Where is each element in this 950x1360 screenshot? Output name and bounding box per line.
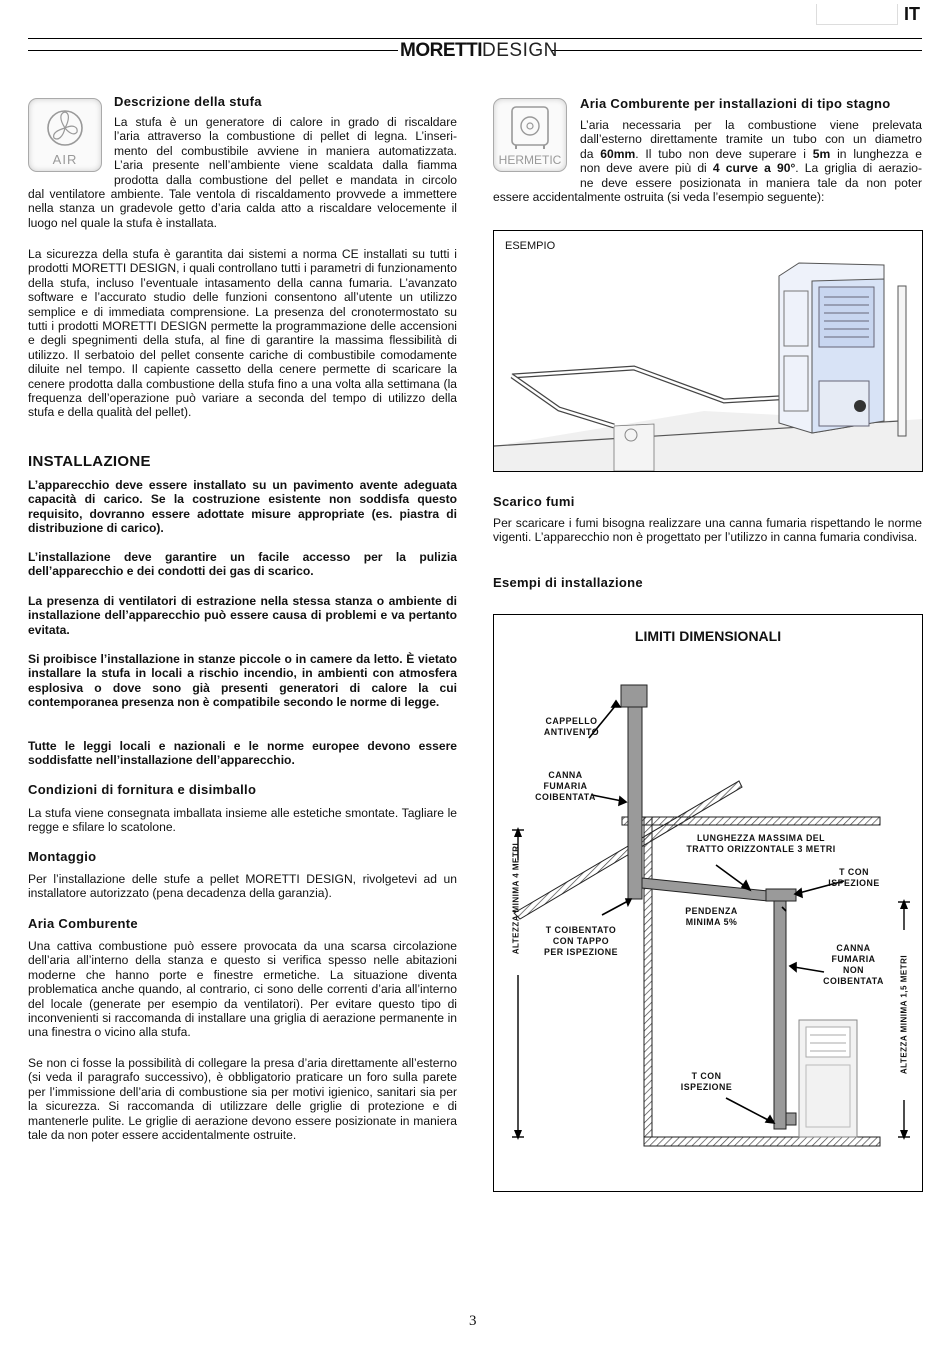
desc-line: La stufa è un generatore di calore in grado di riscaldare — [114, 115, 457, 129]
air-icon — [28, 98, 102, 172]
flue-text: Per scaricare i fumi bisogna realizzare una canna fumaria rispettando le norme vigenti. L’apparecchio non è progettato per l’utilizzo in canna fumaria condivisa. — [493, 516, 922, 545]
sealed-line-last: essere accidentalmente ostruita (si veda l’esempio seguente): — [493, 190, 825, 204]
example-figure — [493, 230, 923, 472]
label-cappello: CAPPELLO ANTIVENTO — [543, 716, 600, 737]
example-illustration — [494, 231, 922, 471]
hermetic-icon-label: HERMETIC — [498, 153, 562, 167]
hermetic-icon — [493, 98, 567, 172]
desc-intro — [114, 115, 457, 187]
sealed-title: Aria Comburente per installazioni di tipo stagno — [580, 96, 891, 111]
flue-title: Scarico fumi — [493, 494, 575, 509]
supply-text: La stufa viene consegnata imballata insieme alle estetiche smontate. Tagliare le regge e sfilare lo scatolone. — [28, 806, 457, 835]
desc-line: L’aria presente nell’ambiente viene scaldata dalla fiamma — [114, 158, 457, 173]
safety-paragraph: La sicurezza della stufa è garantita dai sistemi a norma CE installati su tutti i prodotti MORETTI DESIGN, i quali controllano tutti i parametri di funzionamento della stufa, incluso l’eventuale intasamento della canna fumaria. L’avanzato software e l’accurato studio delle funzioni consentono all’utente un utilizzo semplice e di immediata comprensione. La presenza del cronotermostato su tutti i prodotti MORETTI DESIGN permette la programmazione delle accensioni e degli spegnimenti della stufa, al fine di garantire la massima flessibilità di utilizzo. Il serbatoio del pellet consente cariche di combustibile comodamente diluite nel tempo. Il capiente cassetto della cenere permette di scaricare la cenere prodotta dalla combustione della stufa fino a una volta alla settimana (la frequenza dell’operazione può variare a seconda del tempo di utilizzo della stufa e della qualità del pellet). — [28, 247, 457, 420]
desc-continuation: dal ventilatore ambiente. Tale ventola di riscaldamento provvede a immettere nella stanza un gradevole getto d’aria calda atto a riscaldare velocemente il luogo nel quale la stufa è installata. — [28, 187, 457, 230]
sealed-line: L’aria necessaria per la combustione viene prelevata — [580, 118, 922, 132]
sealed-line: da 60mm. Il tubo non deve superare i 5m in lunghezza e — [580, 146, 923, 161]
sealed-line: non deve avere più di 4 curve a 90°. La griglia di aerazio- — [580, 161, 923, 176]
air-icon-label: AIR — [52, 152, 78, 167]
install-p4: Si proibisce l’installazione in stanze piccole o in camere da letto. È vietato installare la stufa in locali a rischio incendio, in ambienti con atmosfera esplosiva o dove sono già presenti generatori di calore la cui contemporanea presenza non è compatibile secondo le norme di legge. — [28, 652, 457, 710]
header-left-rule — [28, 50, 398, 51]
chimney-illustration — [494, 615, 922, 1191]
brand-logo: MORETTIDESIGN — [400, 40, 558, 61]
label-altezza-4m: ALTEZZA MINIMA 4 METRI — [511, 842, 521, 955]
sealed-line: ne deve essere posizionata in maniera tale da non poter — [580, 175, 922, 190]
page-number: 3 — [469, 1313, 477, 1329]
air-paragraph-1: Una cattiva combustione può essere provocata da una scarsa circolazione dell’aria all’interno della stanza e questo si verifica spesso nelle abitazioni moderne che hanno porte e finestre ermetiche. La situazione diventa problematica anche quando, al contrario, ci sono delle correnti d’aria all’interno del locale (generate per esempio da ventilatori). Per evitare questo tipo di inconvenienti si raccomanda di installare una griglia di aerazione permanente in una finestra o vicino alla stufa. — [28, 939, 457, 1040]
dimensional-limits-diagram — [493, 614, 923, 1192]
desc-line: prodotta dalla combustione del pellet e mandata in circolo — [114, 172, 457, 187]
label-pendenza: PENDENZA MINIMA 5% — [685, 906, 738, 927]
supply-title: Condizioni di fornitura e disimballo — [28, 782, 257, 797]
label-altezza-1-5m: ALTEZZA MINIMA 1,5 METRI — [899, 954, 909, 1075]
sealed-line: dall’esterno direttamente tramite un tubo con un diametro — [580, 132, 922, 147]
desc-line: mento del combustibile avviene in maniera automatizzata. — [114, 143, 457, 158]
air-title: Aria Comburente — [28, 916, 138, 931]
mount-text: Per l’installazione delle stufe a pellet MORETTI DESIGN, rivolgetevi ad un installatore autorizzato (pena decadenza della garanzia). — [28, 872, 457, 901]
language-tab — [816, 4, 898, 25]
install-p3: La presenza di ventilatori di estrazione nella stessa stanza o ambiente di installazione dell’apparecchio può essere causa di problemi e va pertanto evitata. — [28, 594, 457, 637]
label-t-con-ispezione-bottom: T CON ISPEZIONE — [680, 1071, 733, 1092]
header-top-rule — [28, 38, 922, 39]
label-canna-non-coibentata: CANNA FUMARIA NON COIBENTATA — [823, 943, 884, 986]
install-p5: Tutte le leggi locali e nazionali e le norme europee devono essere soddisfatte nell’installazione dell’apparecchio. — [28, 739, 457, 768]
diagram-title: LIMITI DIMENSIONALI — [634, 628, 782, 644]
desc-line: l’aria attraverso la combustione di pellet di legna. L’inseri- — [114, 129, 457, 144]
mount-title: Montaggio — [28, 849, 97, 864]
desc-title: Descrizione della stufa — [114, 94, 262, 109]
air-paragraph-2: Se non ci fosse la possibilità di collegare la presa d’aria direttamente all’esterno (si veda il paragrafo successivo), è obbligatorio praticare un foro sulla parete per l’immissione dell’aria di combustione sia per motivi igienico, sanitari sia per la sicurezza. Si raccomanda di utilizzare delle griglie di protezione e di mantenerle pulite. Le griglie di aerazione devono essere posizionate in maniera tale da non poter essere accidentalmente ostruite. — [28, 1056, 457, 1143]
install-p1: L’apparecchio deve essere installato su un pavimento avente adeguata capacità di carico. Se la costruzione esistente non soddisfa questo requisito, dovranno essere adottate misure appropriate (es. piastra di distribuzione di carico). — [28, 478, 457, 536]
examples-title: Esempi di installazione — [493, 575, 643, 590]
label-t-coibentato: T COIBENTATO CON TAPPO PER ISPEZIONE — [544, 925, 618, 957]
example-label: ESEMPIO — [505, 240, 556, 252]
label-t-con-ispezione-top: T CON ISPEZIONE — [828, 867, 880, 888]
header-right-rule — [552, 50, 922, 51]
sealed-intro — [580, 118, 922, 190]
label-lunghezza: LUNGHEZZA MASSIMA DEL TRATTO ORIZZONTALE 3 METRI — [686, 833, 836, 854]
label-canna-coibentata: CANNA FUMARIA COIBENTATA — [535, 770, 596, 802]
install-title: INSTALLAZIONE — [28, 453, 151, 470]
language-code: IT — [904, 4, 920, 24]
install-p2: L’installazione deve garantire un facile accesso per la pulizia dell’apparecchio e dei condotti dei gas di scarico. — [28, 550, 457, 579]
